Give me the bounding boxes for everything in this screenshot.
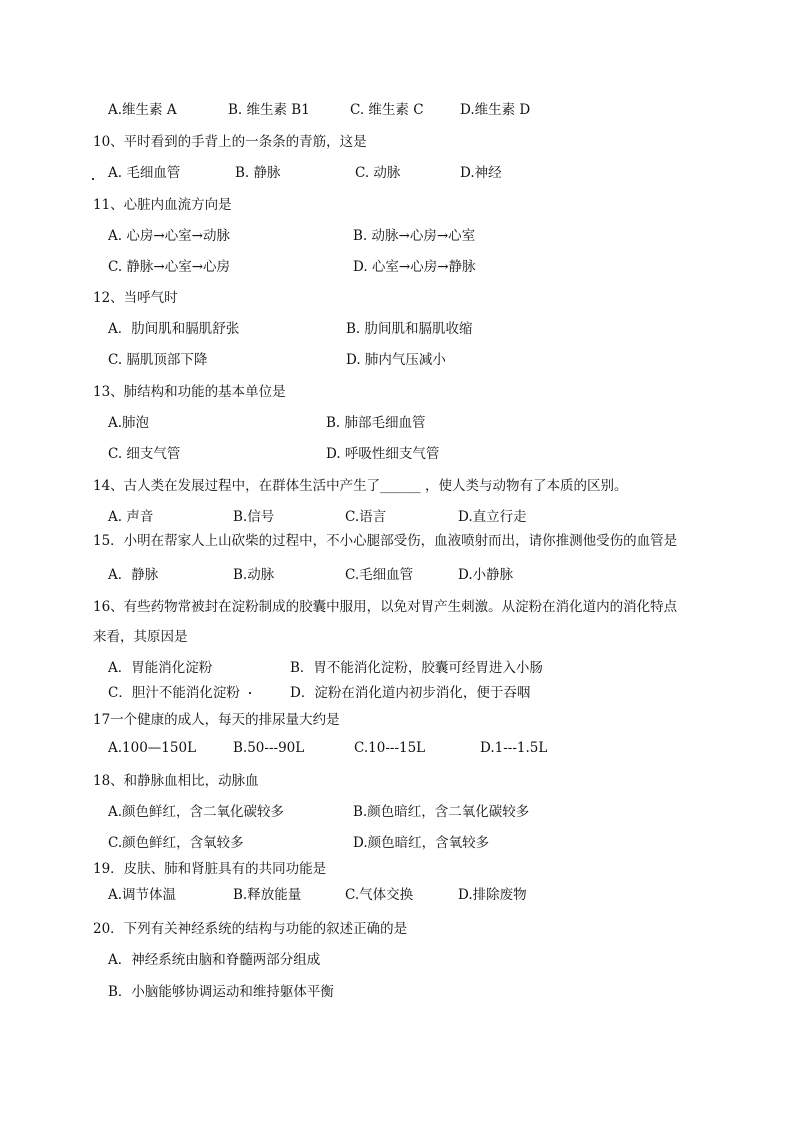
question-stem: 11、心脏内血流方向是 (93, 197, 232, 213)
answer-option: A．静脉 (108, 567, 159, 583)
answer-option: B. 肋间肌和膈肌收缩 (346, 321, 473, 337)
answer-option: D.直立行走 (458, 509, 527, 525)
answer-option: B. 动脉→心房→心室 (353, 228, 476, 244)
answer-option: B.信号 (233, 509, 275, 525)
answer-option: C.气体交换 (345, 887, 414, 903)
answer-option: A.调节体温 (108, 887, 177, 903)
answer-option: C. 维生素 C (350, 102, 424, 118)
answer-option: B.动脉 (233, 567, 275, 583)
question-stem: 10、平时看到的手背上的一条条的青筋，这是 (93, 134, 367, 150)
answer-option: A.维生素 A (108, 102, 177, 118)
answer-option: C. 膈肌顶部下降 (108, 352, 208, 368)
answer-option: A. 毛细血管 (108, 165, 181, 181)
answer-option: D. 心室→心房→静脉 (353, 259, 476, 275)
answer-option: D.1---1.5L (480, 740, 548, 756)
answer-option: B．小脑能够协调运动和维持躯体平衡 (108, 984, 334, 1000)
question-stem: 16、有些药物常被封在淀粉制成的胶囊中服用，以免对胃产生刺激。从淀粉在消化道内的消化特点 (93, 599, 678, 615)
answer-option: C.10---15L (354, 740, 426, 756)
answer-option: A．神经系统由脑和脊髓两部分组成 (108, 952, 321, 968)
question-stem: 20．下列有关神经系统的结构与功能的叙述正确的是 (93, 921, 408, 937)
answer-option: B.释放能量 (233, 887, 302, 903)
answer-option: D.神经 (460, 165, 502, 181)
answer-option: B.颜色暗红，含二氧化碳较多 (353, 804, 530, 820)
answer-option: B. 肺部毛细血管 (326, 415, 426, 431)
answer-option: D. 呼吸性细支气管 (326, 446, 440, 462)
answer-option: A．肋间肌和膈肌舒张 (108, 321, 240, 337)
question-stem: 15．小明在帮家人上山砍柴的过程中，不小心腿部受伤，血液喷射而出，请你推测他受伤的血管是 (93, 533, 678, 549)
question-stem: 来看，其原因是 (93, 629, 188, 645)
answer-option: A.肺泡 (108, 415, 150, 431)
answer-option: D.颜色暗红，含氧较多 (353, 835, 490, 851)
question-stem: 19．皮肤、肺和肾脏具有的共同功能是 (93, 861, 327, 877)
question-stem: 12、当呼气时 (93, 290, 178, 306)
stray-mark (92, 178, 94, 180)
answer-option: B．胃不能消化淀粉，胶囊可经胃进入小肠 (290, 660, 543, 676)
question-stem: 17一个健康的成人，每天的排尿量大约是 (93, 712, 340, 728)
answer-option: C. 动脉 (355, 165, 401, 181)
question-stem: 14、古人类在发展过程中，在群体生活中产生了______ ，使人类与动物有了本质的区别。 (93, 478, 628, 494)
answer-option: A．胃能消化淀粉 (108, 660, 213, 676)
answer-option: A.100—150L (108, 740, 197, 756)
question-stem: 13、肺结构和功能的基本单位是 (93, 384, 286, 400)
answer-option: D. 肺内气压减小 (346, 352, 446, 368)
answer-option: A. 声音 (108, 509, 154, 525)
answer-option: C. 细支气管 (108, 446, 181, 462)
answer-option: B. 维生素 B1 (228, 102, 310, 118)
answer-option: D.小静脉 (458, 567, 514, 583)
answer-option: D.维生素 D (460, 102, 531, 118)
answer-option: A.颜色鲜红，含二氧化碳较多 (108, 804, 285, 820)
answer-option: C．胆汁不能消化淀粉 (108, 685, 240, 701)
answer-option: C.语言 (345, 509, 387, 525)
answer-option: C.颜色鲜红，含氧较多 (108, 835, 244, 851)
answer-option: D．淀粉在消化道内初步消化，便于吞咽 (290, 685, 531, 701)
stray-mark (249, 692, 251, 694)
answer-option: D.排除废物 (458, 887, 527, 903)
answer-option: B. 静脉 (235, 165, 281, 181)
question-stem: 18、和静脉血相比，动脉血 (93, 773, 259, 789)
answer-option: C. 静脉→心室→心房 (108, 259, 231, 275)
answer-option: B.50---90L (233, 740, 305, 756)
answer-option: C.毛细血管 (345, 567, 414, 583)
answer-option: A. 心房→心室→动脉 (108, 228, 230, 244)
